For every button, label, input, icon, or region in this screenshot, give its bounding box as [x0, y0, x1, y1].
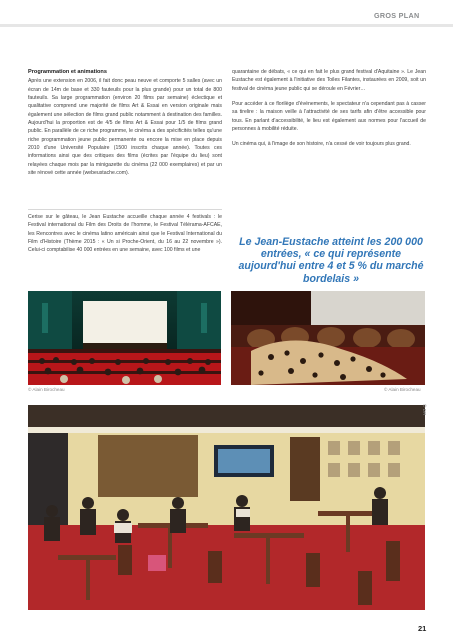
photo-cinema-auditorium — [28, 291, 221, 385]
article-paragraph-1: Après une extension en 2006, il fait donc peau neuve et comporte 5 salles (avec un écran de 14m de base et 330 fauteuils pour la plus grande) pour un total de 800 fauteuils. Sa large programmation (environ 20 films par semaine) éclectique et qualitative comprend une majorité de films Art & Essai en version originale mais également une sélection de films grand public notamment à destination des familles. Aujourd'hui la proportion est de 4/5 de films Art & Essai pour 1/5 de films grand public. En parallèle de ce riche programme, le cinéma a des spécificités telles qu'une riche programmation jeune public permanente ou encore la mise en place depuis 2010 d'une Université Populaire (1500 inscrits chaque année). Toutes ces informations ainsi que des critiques des films (écrites par l'équipe du lieu) sont relayées chaque mois par la minigazette du cinéma (22 000 exemplaires) et par un site rénové cette année (webeustache.com). — [28, 78, 222, 177]
photo-cinema-seat — [231, 291, 425, 385]
photo-credit-right: © Alain Birocheau — [384, 387, 421, 392]
article-column-left-top — [28, 68, 222, 184]
photo-cinema-lobby — [28, 405, 425, 610]
article-paragraph-2: Cerise sur le gâteau, le Jean Eustache accueille chaque année 4 festivals : le Festival international du Film des Droits de l'homme, le Festival Télérama-AFCAE, les Rencontres avec le cinéma latino américain ainsi que le Festival International du Film d'Histoire (Thème 2015 : « Un si Proche-Orient, du 16 au 22 novembre »). Celui-ci comptabilise 40 000 entrées en une semaine, avec 100 films et une — [28, 214, 222, 254]
pull-quote: Le Jean-Eustache atteint les 200 000 entrées, « ce qui représente aujourd'hui entre 4 et 5 % du marché bordelais » — [238, 236, 424, 285]
article-paragraph-3: quarantaine de débats, « ce qui en fait le plus grand festival d'Aquitaine ». Le Jean Eustache est également à l'initiative des Toiles Filantes, instaurées en 2009, soit un festival de cinéma jeune public qui se déroule en Février… — [232, 69, 426, 92]
photo-credit-left: © Alain Birocheau — [28, 387, 65, 392]
header-rule — [0, 24, 453, 27]
photo-credit-bottom: © DR — [422, 404, 427, 416]
article-column-right — [232, 68, 426, 156]
article-subhead: Programmation et animations — [28, 69, 107, 75]
section-label: GROS PLAN — [374, 11, 420, 20]
article-paragraph-5: Un cinéma qui, à l'image de son histoire, n'a cessé de voir toujours plus grand. — [232, 141, 411, 148]
article-column-left-mid — [28, 213, 222, 262]
article-paragraph-4: Pour accéder à ce florilège d'événements, le spectateur n'a cependant pas à casser sa tirelire : la maison veille à l'attractivité de ses tarifs afin d'être accessible pour tous. En parlant d'accessibilité, le lieu est également aux normes pour l'accueil de personnes à mobilité réduite. — [232, 101, 426, 133]
column-divider — [28, 209, 222, 210]
page-number: 21 — [418, 624, 427, 633]
